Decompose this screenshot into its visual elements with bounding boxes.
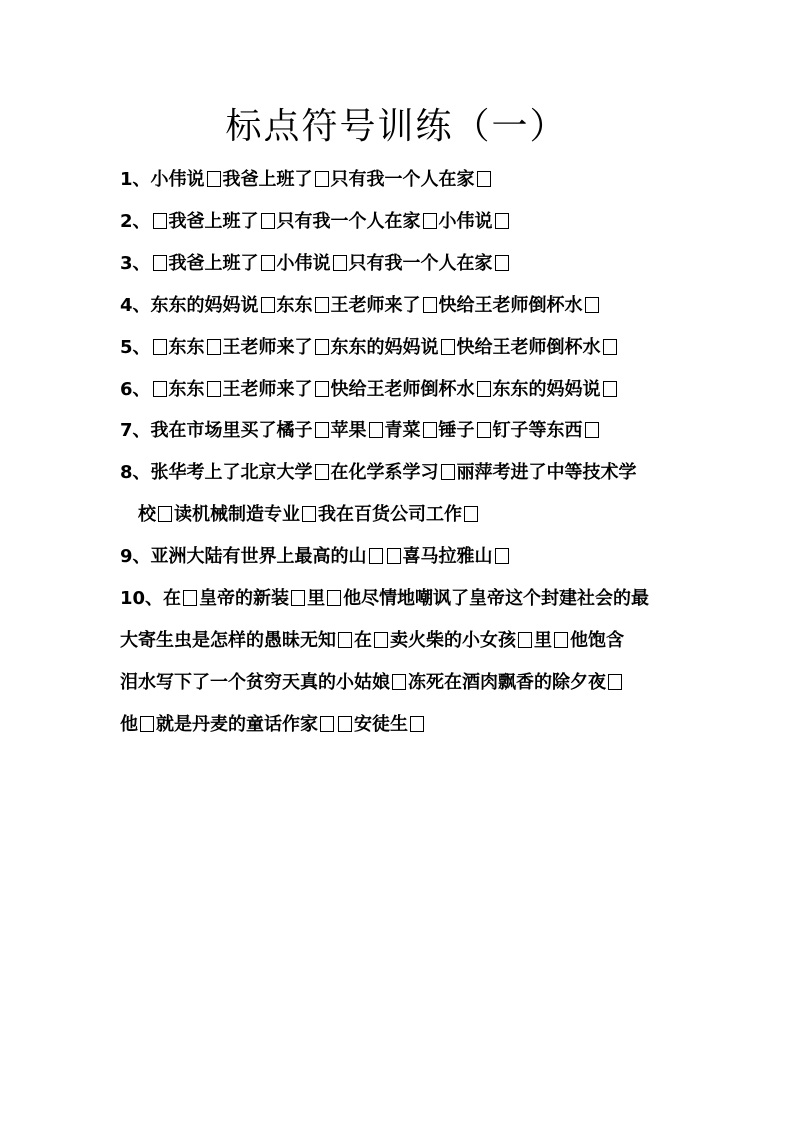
punctuation-answer-box[interactable] — [291, 590, 305, 606]
punctuation-answer-box[interactable] — [207, 381, 221, 397]
exercise-text: 锤子 — [438, 420, 475, 441]
exercise-text: 苹果 — [330, 420, 367, 441]
exercise-line — [120, 584, 649, 614]
punctuation-answer-box[interactable] — [338, 632, 352, 648]
exercise-text: 王老师来了 — [222, 379, 313, 400]
exercise-text: 2、 — [120, 211, 151, 232]
exercise-text: 丽萍考进了中等技术学 — [456, 462, 637, 483]
exercise-line — [120, 333, 619, 363]
exercise-text: 泪水写下了一个贫穷天真的小姑娘 — [120, 672, 390, 693]
exercise-line — [120, 291, 601, 321]
exercise-text: 青菜 — [384, 420, 421, 441]
punctuation-answer-box[interactable] — [477, 171, 491, 187]
punctuation-answer-box[interactable] — [153, 255, 167, 271]
exercise-text: 9、亚洲大陆有世界上最高的山 — [120, 546, 367, 567]
exercise-text: 在 — [354, 630, 372, 651]
punctuation-answer-box[interactable] — [477, 422, 491, 438]
exercise-text: 皇帝的新装 — [199, 588, 290, 609]
punctuation-answer-box[interactable] — [423, 297, 437, 313]
punctuation-answer-box[interactable] — [603, 381, 617, 397]
punctuation-answer-box[interactable] — [603, 339, 617, 355]
exercise-text: 卖火柴的小女孩 — [390, 630, 516, 651]
punctuation-answer-box[interactable] — [441, 464, 455, 480]
exercise-text: 在化学系学习 — [330, 462, 439, 483]
punctuation-answer-box[interactable] — [315, 339, 329, 355]
exercise-text: 他 — [120, 714, 138, 735]
exercise-line — [120, 249, 511, 279]
exercise-line — [120, 542, 511, 572]
punctuation-answer-box[interactable] — [464, 506, 478, 522]
punctuation-answer-box[interactable] — [495, 255, 509, 271]
punctuation-answer-box[interactable] — [261, 255, 275, 271]
punctuation-answer-box[interactable] — [207, 339, 221, 355]
exercise-text: 只有我一个人在家 — [276, 211, 421, 232]
exercise-text: 里 — [534, 630, 552, 651]
exercise-line — [120, 375, 619, 405]
punctuation-answer-box[interactable] — [320, 716, 334, 732]
exercise-text: 只有我一个人在家 — [348, 253, 493, 274]
exercise-text: 小伟说 — [276, 253, 331, 274]
exercise-text: 8、张华考上了北京大学 — [120, 462, 313, 483]
punctuation-answer-box[interactable] — [315, 171, 329, 187]
exercise-text: 小伟说 — [438, 211, 493, 232]
punctuation-answer-box[interactable] — [315, 422, 329, 438]
punctuation-answer-box[interactable] — [338, 716, 352, 732]
exercise-line — [120, 207, 511, 237]
exercise-text: 东东 — [276, 295, 313, 316]
exercise-text: 校 — [138, 504, 156, 525]
punctuation-answer-box[interactable] — [153, 339, 167, 355]
punctuation-answer-box[interactable] — [495, 548, 509, 564]
punctuation-answer-box[interactable] — [423, 422, 437, 438]
exercise-text: 他饱含 — [570, 630, 624, 651]
exercise-text: 我爸上班了 — [168, 253, 259, 274]
punctuation-answer-box[interactable] — [333, 255, 347, 271]
exercise-line — [138, 500, 480, 530]
exercise-text: 东东 — [168, 337, 205, 358]
exercise-text: 里 — [307, 588, 326, 609]
exercise-text: 大寄生虫是怎样的愚昧无知 — [120, 630, 336, 651]
punctuation-answer-box[interactable] — [315, 464, 329, 480]
exercise-text: 我爸上班了 — [222, 169, 313, 190]
punctuation-answer-box[interactable] — [369, 548, 383, 564]
exercise-text: 就是丹麦的童话作家 — [156, 714, 318, 735]
punctuation-answer-box[interactable] — [608, 674, 622, 690]
exercise-text: 冻死在酒肉飘香的除夕夜 — [408, 672, 606, 693]
exercise-line — [120, 165, 493, 195]
exercise-text: 东东的妈妈说 — [492, 379, 601, 400]
exercise-line — [120, 416, 601, 446]
punctuation-answer-box[interactable] — [207, 171, 221, 187]
punctuation-answer-box[interactable] — [261, 213, 275, 229]
exercise-text: 快给王老师倒杯水 — [330, 379, 475, 400]
punctuation-answer-box[interactable] — [392, 674, 406, 690]
punctuation-answer-box[interactable] — [369, 422, 383, 438]
exercise-text: 快给王老师倒杯水 — [456, 337, 601, 358]
exercise-line — [120, 458, 637, 488]
exercise-text: 东东的妈妈说 — [330, 337, 439, 358]
punctuation-answer-box[interactable] — [153, 381, 167, 397]
punctuation-answer-box[interactable] — [495, 213, 509, 229]
exercise-text: 快给王老师倒杯水 — [438, 295, 583, 316]
exercise-line — [120, 626, 624, 656]
exercise-line — [120, 710, 426, 740]
punctuation-answer-box[interactable] — [158, 506, 172, 522]
exercise-text: 我在百货公司工作 — [318, 504, 462, 525]
exercise-text: 1、小伟说 — [120, 169, 205, 190]
page-title: 标点符号训练（一） — [225, 106, 568, 147]
exercise-text: 5、 — [120, 337, 151, 358]
punctuation-answer-box[interactable] — [315, 297, 329, 313]
punctuation-answer-box[interactable] — [585, 297, 599, 313]
exercise-text: 王老师来了 — [222, 337, 313, 358]
punctuation-answer-box[interactable] — [327, 590, 341, 606]
exercise-text: 安徒生 — [354, 714, 408, 735]
exercise-text: 他尽情地嘲讽了皇帝这个封建社会的最 — [343, 588, 650, 609]
exercise-text: 6、 — [120, 379, 151, 400]
exercise-text: 喜马拉雅山 — [402, 546, 493, 567]
exercise-text: 7、我在市场里买了橘子 — [120, 420, 313, 441]
exercise-text: 东东 — [168, 379, 205, 400]
punctuation-answer-box[interactable] — [140, 716, 154, 732]
punctuation-answer-box[interactable] — [477, 381, 491, 397]
exercise-text: 钉子等东西 — [492, 420, 583, 441]
punctuation-answer-box[interactable] — [315, 381, 329, 397]
exercise-text: 王老师来了 — [330, 295, 421, 316]
exercise-text: 读机械制造专业 — [174, 504, 300, 525]
exercise-text: 只有我一个人在家 — [330, 169, 475, 190]
punctuation-answer-box[interactable] — [585, 422, 599, 438]
punctuation-answer-box[interactable] — [261, 297, 275, 313]
punctuation-answer-box[interactable] — [441, 339, 455, 355]
punctuation-answer-box[interactable] — [374, 632, 388, 648]
exercise-text: 我爸上班了 — [168, 211, 259, 232]
exercise-line — [120, 668, 624, 698]
punctuation-answer-box[interactable] — [423, 213, 437, 229]
punctuation-answer-box[interactable] — [518, 632, 532, 648]
punctuation-answer-box[interactable] — [410, 716, 424, 732]
exercise-text: 4、东东的妈妈说 — [120, 295, 259, 316]
punctuation-answer-box[interactable] — [554, 632, 568, 648]
punctuation-answer-box[interactable] — [153, 213, 167, 229]
punctuation-answer-box[interactable] — [183, 590, 197, 606]
punctuation-answer-box[interactable] — [387, 548, 401, 564]
exercise-text: 10、在 — [120, 588, 182, 609]
exercise-text: 3、 — [120, 253, 151, 274]
punctuation-answer-box[interactable] — [302, 506, 316, 522]
